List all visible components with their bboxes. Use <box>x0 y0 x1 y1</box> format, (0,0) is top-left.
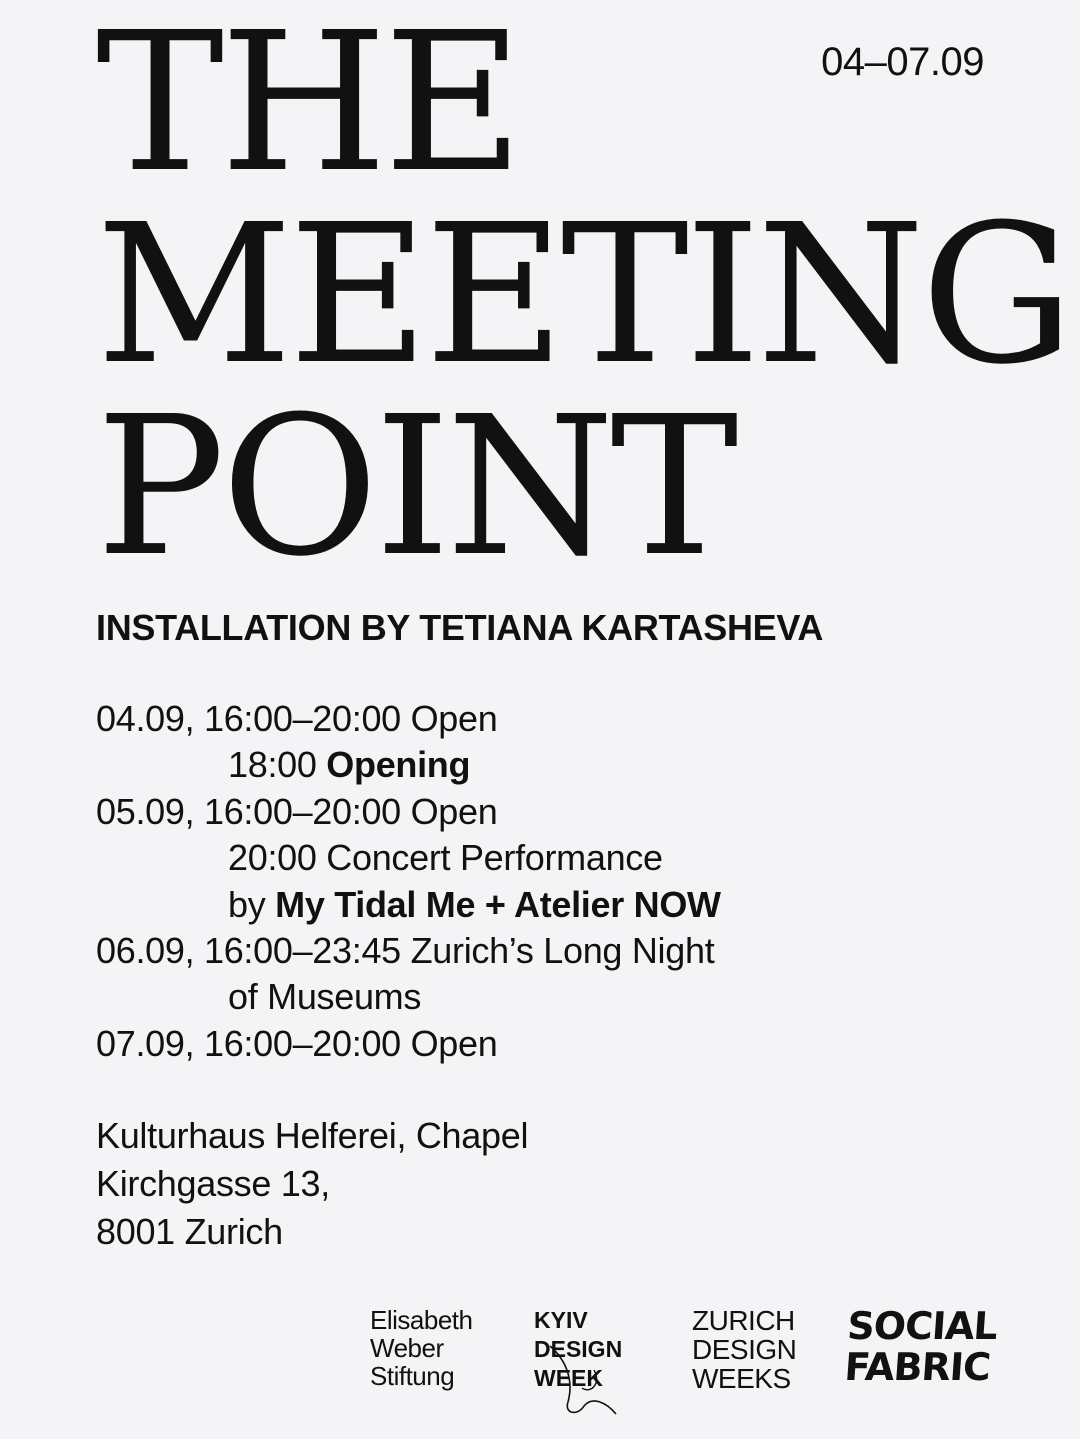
logo-line: SOCIAL <box>845 1304 999 1348</box>
schedule-row <box>96 928 721 974</box>
venue-address <box>96 1112 528 1256</box>
schedule-row <box>96 882 721 928</box>
schedule-highlight: My Tidal Me + Atelier NOW <box>275 883 721 925</box>
logo-line: Elisabeth <box>370 1305 473 1335</box>
schedule <box>96 696 721 1067</box>
schedule-text: 04.09, 16:00–20:00 Open <box>96 698 498 739</box>
schedule-text: 06.09, 16:00–23:45 Zurich’s Long Night <box>96 930 715 972</box>
schedule-text: 20:00 Concert Performance <box>228 837 663 879</box>
logo-line: Weber <box>370 1333 444 1363</box>
swirl-icon <box>544 1340 624 1420</box>
schedule-text: 18:00 <box>228 744 327 786</box>
logo-line: KYIV <box>534 1307 588 1333</box>
title-line-1: THE <box>96 0 520 215</box>
schedule-row <box>96 835 721 881</box>
schedule-text: by <box>228 883 276 925</box>
title-line-2: MEETING <box>96 184 1071 407</box>
schedule-row <box>96 696 721 742</box>
logo-line: WEEK <box>534 1365 603 1391</box>
logo-line: FABRIC <box>843 1345 992 1389</box>
logo-line: Stiftung <box>370 1361 455 1391</box>
schedule-row <box>96 789 721 835</box>
schedule-text: of Museums <box>228 976 422 1018</box>
installation-credit: INSTALLATION BY TETIANA KARTASHEVA <box>96 607 824 648</box>
logo-line: DESIGN <box>692 1334 797 1365</box>
social-fabric-logo <box>843 1306 998 1388</box>
zurich-design-weeks-logo <box>692 1306 796 1393</box>
poster-title <box>96 0 1071 599</box>
elisabeth-weber-stiftung-logo <box>370 1306 472 1390</box>
logo-line: DESIGN <box>534 1336 623 1362</box>
date-range: 04–07.09 <box>821 40 984 84</box>
address-line-venue: Kulturhaus Helferei, Chapel <box>96 1115 529 1156</box>
schedule-text: 05.09, 16:00–20:00 Open <box>96 790 498 832</box>
kyiv-design-week-logo <box>534 1306 622 1393</box>
schedule-highlight: Opening <box>326 744 471 786</box>
logo-line: WEEKS <box>692 1363 791 1394</box>
schedule-text: 07.09, 16:00–20:00 Open <box>96 1022 498 1064</box>
address-line-street: Kirchgasse 13, <box>96 1163 330 1204</box>
title-line-3: POINT <box>96 376 735 599</box>
schedule-row <box>96 1021 721 1067</box>
logo-line: ZURICH <box>692 1305 795 1336</box>
sponsor-logos <box>370 1304 999 1416</box>
address-line-city: 8001 Zurich <box>96 1211 283 1252</box>
schedule-row <box>96 742 721 788</box>
schedule-row <box>96 974 721 1020</box>
